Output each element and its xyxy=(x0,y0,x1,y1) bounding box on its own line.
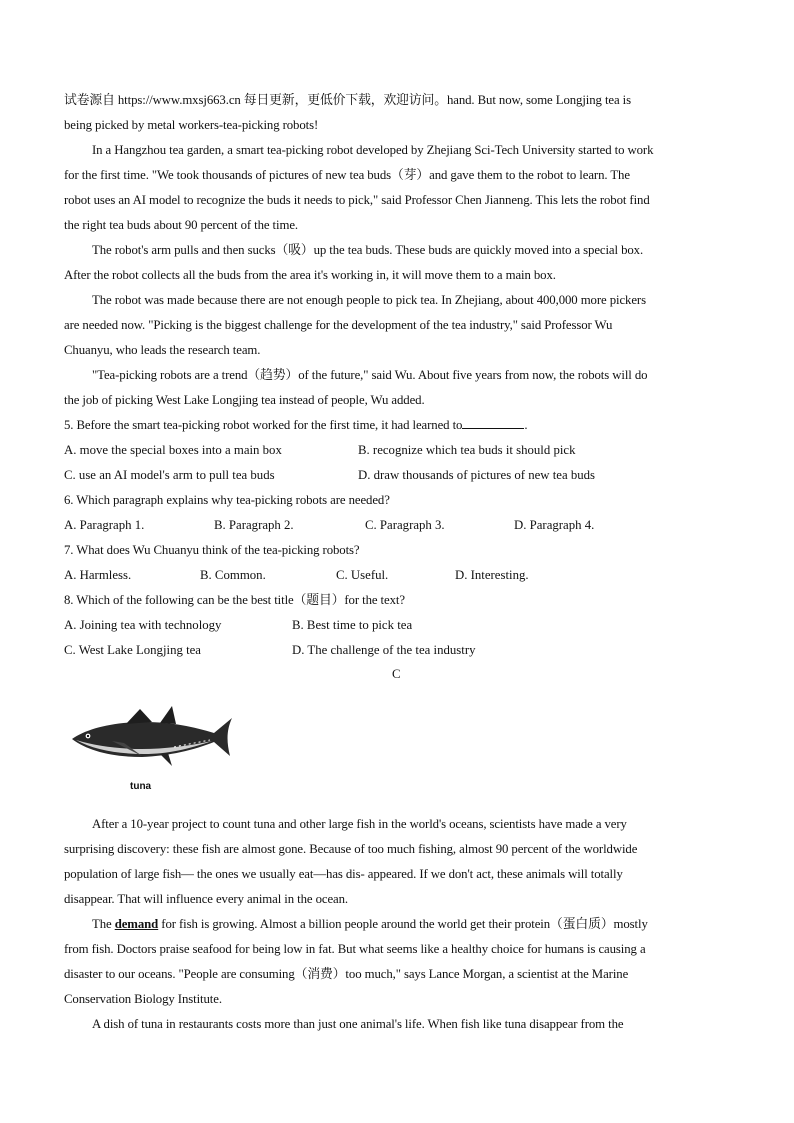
text-line: A dish of tuna in restaurants costs more than just one animal's life. When fish like tuna disappear from the xyxy=(92,1017,624,1031)
text-line: Conservation Biology Institute. xyxy=(64,992,222,1006)
text-line: surprising discovery: these fish are almost gone. Because of too much fishing, almost 90 percent of the worldwide xyxy=(64,842,638,856)
option-7a: A. Harmless. xyxy=(64,568,132,582)
text-line: robot uses an AI model to recognize the buds it needs to pick," said Professor Chen Jianneng. This lets the robot find xyxy=(64,193,650,207)
underlined-word: demand xyxy=(114,917,159,931)
question-5-stem: 5. Before the smart tea-picking robot worked for the first time, it had learned to xyxy=(64,418,463,432)
text-fragment: The xyxy=(92,917,115,931)
text-line: for the first time. "We took thousands of pictures of new tea buds（芽）and gave them to the robot to learn. The xyxy=(64,168,630,182)
question-6: 6. Which paragraph explains why tea-picking robots are needed? xyxy=(64,493,390,507)
question-5 xyxy=(64,417,527,433)
tuna-ventral-fin xyxy=(160,753,172,766)
option-5a: A. move the special boxes into a main box xyxy=(64,443,282,457)
option-5d: D. draw thousands of pictures of new tea buds xyxy=(358,468,596,482)
option-8a: A. Joining tea with technology xyxy=(64,618,222,632)
text-line: The robot's arm pulls and then sucks（吸）up the tea buds. These buds are quickly moved into a special box. xyxy=(92,243,644,257)
tuna-second-dorsal-fin xyxy=(160,706,176,724)
text-line: After a 10-year project to count tuna and other large fish in the world's oceans, scientists have made a very xyxy=(92,817,627,831)
text-line: 试卷源自 https://www.mxsj663.cn 每日更新，更低价下载，欢迎访问。hand. But now, some Longjing tea is xyxy=(64,93,631,107)
option-6d: D. Paragraph 4. xyxy=(514,518,595,532)
text-line: In a Hangzhou tea garden, a smart tea-picking robot developed by Zhejiang Sci-Tech University started to work xyxy=(92,143,654,157)
text-line: Chuanyu, who leads the research team. xyxy=(64,343,261,357)
text-line: are needed now. "Picking is the biggest challenge for the development of the tea industry," said Professor Wu xyxy=(64,318,613,332)
text-fragment: for fish is growing. Almost a billion people around the world get their protein（蛋白质）mostly xyxy=(158,917,648,931)
option-8c: C. West Lake Longjing tea xyxy=(64,643,201,657)
option-6a: A. Paragraph 1. xyxy=(64,518,145,532)
text-line: the right tea buds about 90 percent of the time. xyxy=(64,218,299,232)
question-8: 8. Which of the following can be the best title（题目）for the text? xyxy=(64,593,405,607)
option-7c: C. Useful. xyxy=(336,568,389,582)
section-label: C xyxy=(392,667,401,681)
option-8b: B. Best time to pick tea xyxy=(292,618,413,632)
answer-blank xyxy=(462,417,524,429)
option-7d: D. Interesting. xyxy=(455,568,529,582)
option-8d: D. The challenge of the tea industry xyxy=(292,643,476,657)
text-line: the job of picking West Lake Longjing tea instead of people, Wu added. xyxy=(64,393,425,407)
tuna-dorsal-fin xyxy=(126,709,152,724)
text-line: from fish. Doctors praise seafood for being low in fat. But what seems like a healthy choice for humans is causing a xyxy=(64,942,646,956)
text-line xyxy=(92,916,648,932)
option-6b: B. Paragraph 2. xyxy=(214,518,294,532)
text-line: "Tea-picking robots are a trend（趋势）of the future," said Wu. About five years from now, the robots will do xyxy=(92,368,648,382)
text-line: population of large fish— the ones we usually eat—has dis- appeared. If we don't act, these animals will totally xyxy=(64,867,623,881)
figure-caption: tuna xyxy=(130,781,152,792)
option-7b: B. Common. xyxy=(200,568,266,582)
text-line: being picked by metal workers-tea-picking robots! xyxy=(64,118,319,132)
question-5-end: . xyxy=(524,418,528,432)
text-line: The robot was made because there are not enough people to pick tea. In Zhejiang, about 400,000 more pickers xyxy=(92,293,646,307)
text-line: After the robot collects all the buds from the area it's working in, it will move them to a main box. xyxy=(64,268,556,282)
question-7: 7. What does Wu Chuanyu think of the tea-picking robots? xyxy=(64,543,360,557)
text-line: disaster to our oceans. "People are consuming（消费）too much," says Lance Morgan, a scientist at the Marine xyxy=(64,967,629,981)
option-5b: B. recognize which tea buds it should pick xyxy=(358,443,576,457)
text-line: disappear. That will influence every animal in the ocean. xyxy=(64,892,349,906)
option-6c: C. Paragraph 3. xyxy=(365,518,445,532)
option-5c: C. use an AI model's arm to pull tea buds xyxy=(64,468,275,482)
